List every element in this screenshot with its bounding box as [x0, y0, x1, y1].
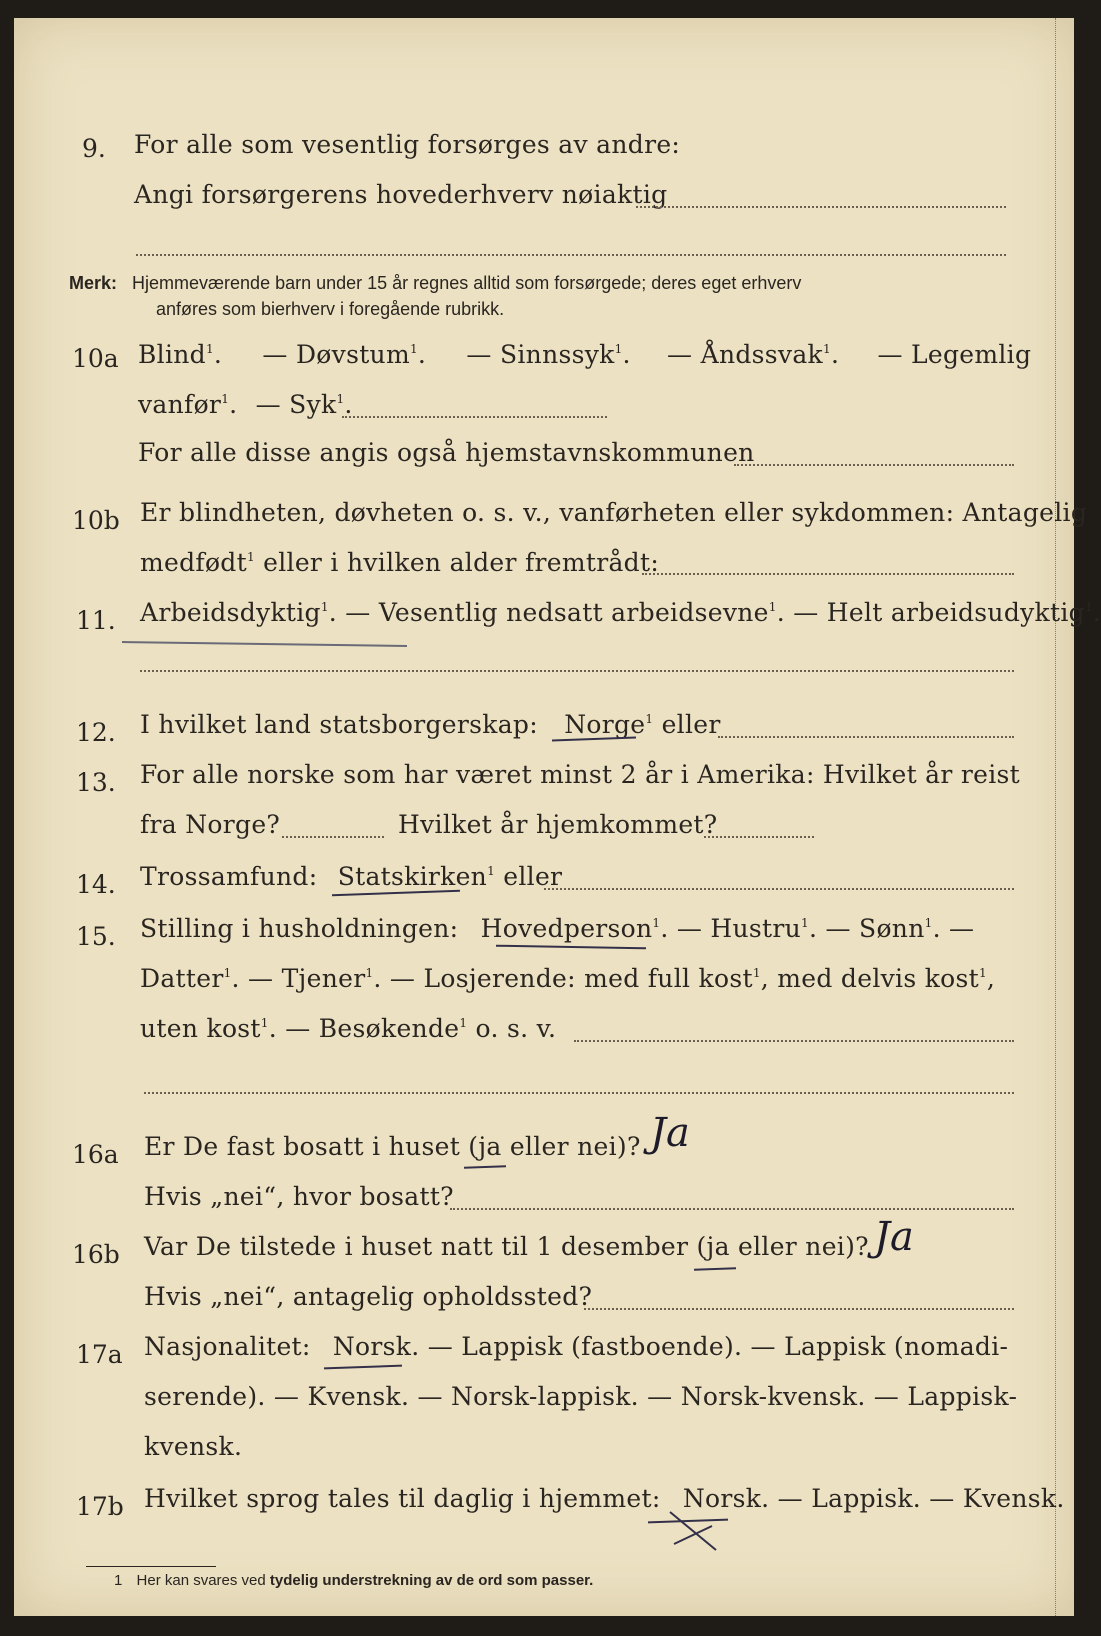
merk-text-2: anføres som bierhverv i foregående rubrikk. [156, 299, 505, 319]
perforation-edge [1054, 18, 1056, 1616]
q15-line1: Stilling i husholdningen: Hovedperson$^1$. — Hustru$^1$. — Sønn$^1$. — [140, 914, 975, 943]
merk-note [69, 273, 801, 294]
option-hustru[interactable]: Hustru [710, 914, 802, 943]
option-hovedperson[interactable]: Hovedperson [480, 914, 653, 943]
handwritten-underline-norsk-17a [324, 1365, 402, 1370]
q9-answer-field-2[interactable] [136, 254, 1006, 256]
q15-answer-field[interactable] [574, 1040, 1014, 1042]
q15-answer-field-2[interactable] [144, 1092, 1014, 1094]
q16b-oppholdssted-field[interactable] [584, 1308, 1014, 1310]
footnote-separator [86, 1566, 216, 1567]
q13-line2a: fra Norge? [140, 810, 281, 839]
q10b-answer-field[interactable] [642, 573, 1014, 575]
q14-line: Trossamfund: Statskirken$^1$ eller [140, 862, 563, 891]
option-lappisk-nomadiserende[interactable]: Lappisk (nomadi- [784, 1332, 1009, 1361]
option-uten-kost[interactable]: uten kost [140, 1014, 261, 1043]
option-dovstum[interactable]: — Døvstum [262, 340, 410, 369]
option-vanfor[interactable]: vanfør [138, 390, 222, 419]
q16a-line2: Hvis „nei“, hvor bosatt? [144, 1182, 454, 1211]
q15-number: 15. [76, 922, 116, 951]
option-vesentlig-nedsatt[interactable]: Vesentlig nedsatt arbeidsevne [378, 598, 769, 627]
q16a-handwritten-answer: Ja [650, 1110, 690, 1156]
option-lappisk-17b[interactable]: Lappisk. [811, 1484, 922, 1513]
handwritten-underline-ja-16b [694, 1267, 736, 1270]
handwritten-underline-hovedperson [496, 945, 646, 950]
merk-label: Merk: [69, 273, 118, 293]
q17a-line3: kvensk. [144, 1432, 243, 1461]
option-helt-arbeidsudyktig[interactable]: Helt arbeidsudyktig [826, 598, 1085, 627]
q14-answer-field[interactable] [544, 888, 1014, 890]
q10a-line2: vanfør$^1$. — Syk$^1$. [138, 390, 353, 419]
option-besokende[interactable]: Besøkende [318, 1014, 460, 1043]
q10b-number: 10b [72, 506, 120, 535]
option-datter[interactable]: Datter [140, 964, 224, 993]
option-kvensk[interactable]: Kvensk. [307, 1382, 410, 1411]
option-medfodt[interactable]: medfødt [140, 548, 247, 577]
q12-number: 12. [76, 718, 116, 747]
merk-text-1: Hjemmeværende barn under 15 år regnes alltid som forsørgede; deres eget erhverv [132, 273, 802, 293]
q16b-handwritten-answer: Ja [874, 1214, 914, 1260]
q15-line3: uten kost$^1$. — Besøkende$^1$ o. s. v. [140, 1014, 557, 1043]
q11-number: 11. [76, 606, 116, 635]
option-norsk-kvensk[interactable]: Norsk-kvensk. [680, 1382, 866, 1411]
option-andssvak[interactable]: — Åndssvak [667, 340, 823, 369]
q17a-line1: Nasjonalitet: Norsk. — Lappisk (fastboende). — Lappisk (nomadi- [144, 1332, 1009, 1361]
handwritten-underline-ja-16a [464, 1165, 506, 1168]
q17b-line: Hvilket sprog tales til daglig i hjemmet: Norsk. — Lappisk. — Kvensk. [144, 1484, 1065, 1513]
option-lappisk-fastboende[interactable]: Lappisk (fastboende). [461, 1332, 743, 1361]
q10a-line3: For alle disse angis også hjemstavnskommunen [138, 438, 755, 467]
census-form-page [14, 18, 1101, 1616]
option-syk[interactable]: — Syk [255, 390, 337, 419]
option-lappisk-kvensk[interactable]: Lappisk- [907, 1382, 1018, 1411]
option-norsk[interactable]: Norsk. [332, 1332, 420, 1361]
q12-answer-field[interactable] [718, 736, 1014, 738]
footnote: 1 Her kan svares ved tydelig understrekning av de ord som passer. [114, 1572, 594, 1589]
q10a-answer-field[interactable] [342, 416, 607, 418]
q13-number: 13. [76, 768, 116, 797]
option-tjener[interactable]: Tjener [281, 964, 366, 993]
q16b-number: 16b [72, 1240, 120, 1269]
q16a-line1: Er De fast bosatt i huset (ja eller nei)? [144, 1132, 641, 1161]
q16b-line2: Hvis „nei“, antagelig opholdssted? [144, 1282, 593, 1311]
q12-line: I hvilket land statsborgerskap: Norge$^1$ eller [140, 710, 721, 739]
handwritten-cross-mark [664, 1506, 724, 1556]
q11-line: Arbeidsdyktig$^1$. — Vesentlig nedsatt arbeidsevne$^1$. — Helt arbeidsudyktig$^1$. [140, 598, 1101, 627]
q16a-number: 16a [72, 1140, 119, 1169]
q10a-line1: Blind$^1$. — Døvstum$^1$. — Sinnssyk$^1$. — Åndssvak$^1$. — Legemlig [138, 340, 1032, 369]
q10a-hjemstavn-field[interactable] [734, 464, 1014, 466]
q9-answer-field[interactable] [636, 206, 1006, 208]
q17a-number: 17a [76, 1340, 123, 1369]
q16a-bosatt-field[interactable] [450, 1208, 1014, 1210]
q9-prompt: Angi forsørgerens hovederhverv nøiaktig [134, 180, 668, 209]
q9-number: 9. [82, 134, 106, 163]
q17b-number: 17b [76, 1492, 124, 1521]
q17a-line2: serende). — Kvensk. — Norsk-lappisk. — Norsk-kvensk. — Lappisk- [144, 1382, 1018, 1411]
q13-hjemkommet-field[interactable] [704, 836, 814, 838]
q9-text: For alle som vesentlig forsørges av andre: [134, 130, 681, 159]
option-norge[interactable]: Norge [564, 710, 646, 739]
q15-line2: Datter$^1$. — Tjener$^1$. — Losjerende: med full kost$^1$, med delvis kost$^1$, [140, 964, 996, 993]
option-sinnssyk[interactable]: — Sinnssyk [466, 340, 615, 369]
q10b-line2: medfødt$^1$ eller i hvilken alder fremtrådt: [140, 548, 660, 577]
q10a-number: 10a [72, 344, 119, 373]
option-blind[interactable]: Blind [138, 340, 206, 369]
option-arbeidsdyktig[interactable]: Arbeidsdyktig [140, 598, 321, 627]
option-sonn[interactable]: Sønn [859, 914, 925, 943]
option-statskirken[interactable]: Statskirken [337, 862, 488, 891]
q13-line2b: Hvilket år hjemkommet? [398, 810, 718, 839]
option-delvis-kost[interactable]: med delvis kost [777, 964, 979, 993]
q10b-line1: Er blindheten, døvheten o. s. v., vanførheten eller sykdommen: Antagelig [140, 498, 1088, 527]
q14-number: 14. [76, 870, 116, 899]
option-norsk-17b[interactable]: Norsk. [682, 1484, 770, 1513]
q13-line1: For alle norske som har været minst 2 år i Amerika: Hvilket år reist [140, 760, 1021, 789]
q16b-line1: Var De tilstede i huset natt til 1 desember (ja eller nei)? [144, 1232, 869, 1261]
handwritten-underline-arbeidsdyktig [122, 641, 407, 647]
option-legemlig[interactable]: — Legemlig [877, 340, 1032, 369]
option-full-kost[interactable]: med full kost [584, 964, 753, 993]
q11-answer-field[interactable] [140, 670, 1014, 672]
option-kvensk-17b[interactable]: Kvensk. [962, 1484, 1065, 1513]
option-norsk-lappisk[interactable]: Norsk-lappisk. [451, 1382, 639, 1411]
q13-reist-field[interactable] [282, 836, 384, 838]
